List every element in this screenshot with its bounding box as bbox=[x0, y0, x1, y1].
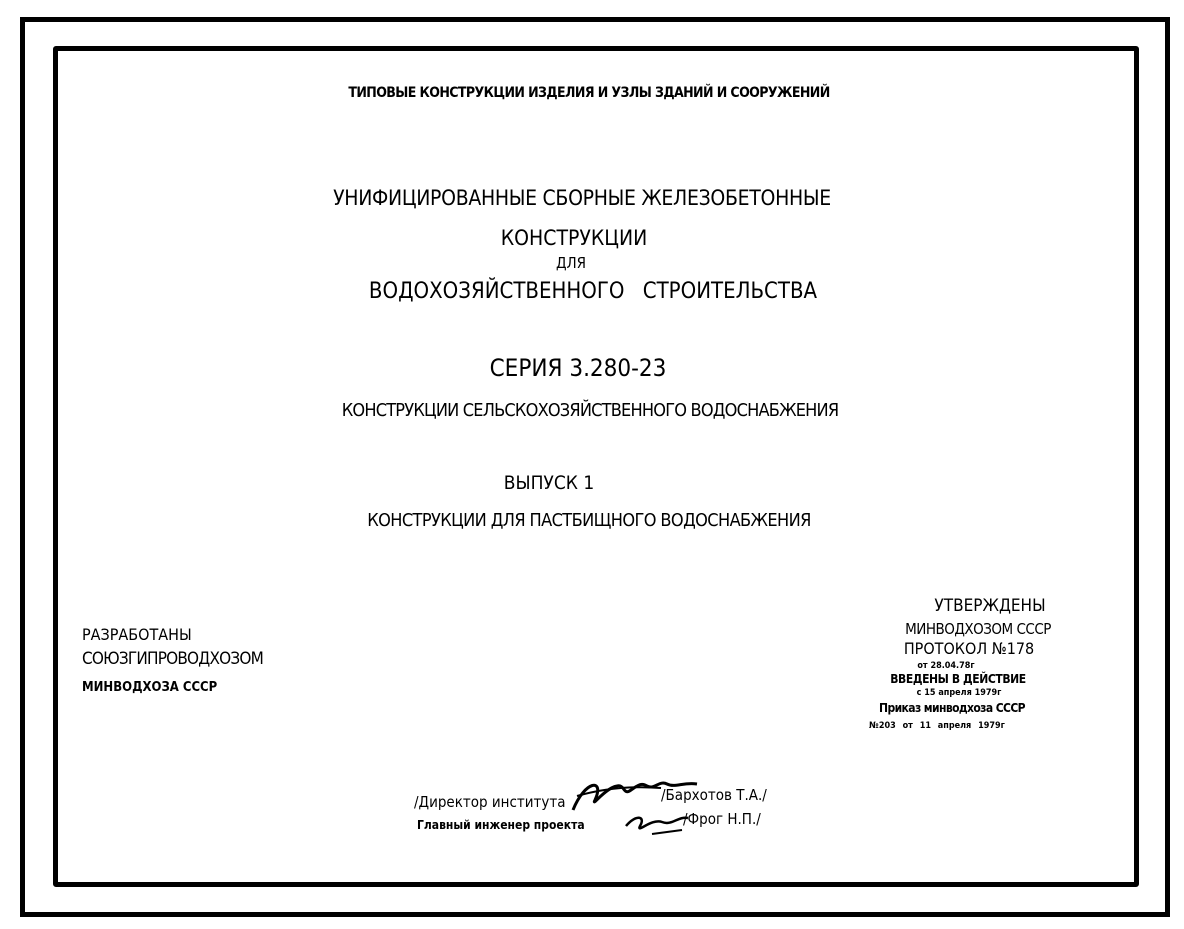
developed-line-1: РАЗРАБОТАНЫ bbox=[82, 625, 192, 644]
engineer-signature bbox=[622, 808, 692, 838]
series-subtitle: КОНСТРУКЦИИ СЕЛЬСКОХОЗЯЙСТВЕННОГО ВОДОСНАБЖЕНИЯ bbox=[341, 400, 839, 421]
approved-line-7: Приказ минводхоза СССР bbox=[879, 701, 1025, 715]
issue-number: ВЫПУСК 1 bbox=[503, 472, 595, 494]
title-line-4: ВОДОХОЗЯЙСТВЕННОГО СТРОИТЕЛЬСТВА bbox=[368, 279, 818, 304]
developed-line-2: СОЮЗГИПРОВОДХОЗОМ bbox=[82, 649, 263, 669]
director-name: /Бархотов Т.А./ bbox=[661, 786, 767, 804]
title-line-1: УНИФИЦИРОВАННЫЕ СБОРНЫЕ ЖЕЛЕЗОБЕТОННЫЕ bbox=[333, 186, 831, 210]
engineer-title: Главный инженер проекта bbox=[417, 818, 585, 832]
approved-line-8: №203 от 11 апреля 1979г bbox=[869, 721, 1005, 731]
developed-line-3: МИНВОДХОЗА СССР bbox=[82, 680, 218, 695]
approved-line-6: с 15 апреля 1979г bbox=[916, 688, 1002, 698]
director-title: /Директор института bbox=[414, 793, 566, 811]
engineer-name: /Фрог Н.П./ bbox=[683, 810, 761, 828]
issue-subtitle: КОНСТРУКЦИИ ДЛЯ ПАСТБИЩНОГО ВОДОСНАБЖЕНИЯ bbox=[367, 510, 811, 531]
approved-line-1: УТВЕРЖДЕНЫ bbox=[934, 596, 1046, 616]
approved-line-3: ПРОТОКОЛ №178 bbox=[903, 639, 1035, 658]
title-line-2: КОНСТРУКЦИИ bbox=[500, 226, 648, 250]
approved-line-5: ВВЕДЕНЫ В ДЕЙСТВИЕ bbox=[890, 672, 1026, 686]
approved-line-2: МИНВОДХОЗОМ СССР bbox=[905, 620, 1051, 638]
series-number: СЕРИЯ 3.280-23 bbox=[489, 354, 667, 382]
inner-frame bbox=[53, 46, 1139, 887]
approved-line-4: от 28.04.78г bbox=[917, 661, 975, 671]
top-heading: ТИПОВЫЕ КОНСТРУКЦИИ ИЗДЕЛИЯ И УЗЛЫ ЗДАНИЙ И СООРУЖЕНИЙ bbox=[348, 85, 830, 101]
title-line-3: ДЛЯ bbox=[555, 254, 587, 272]
